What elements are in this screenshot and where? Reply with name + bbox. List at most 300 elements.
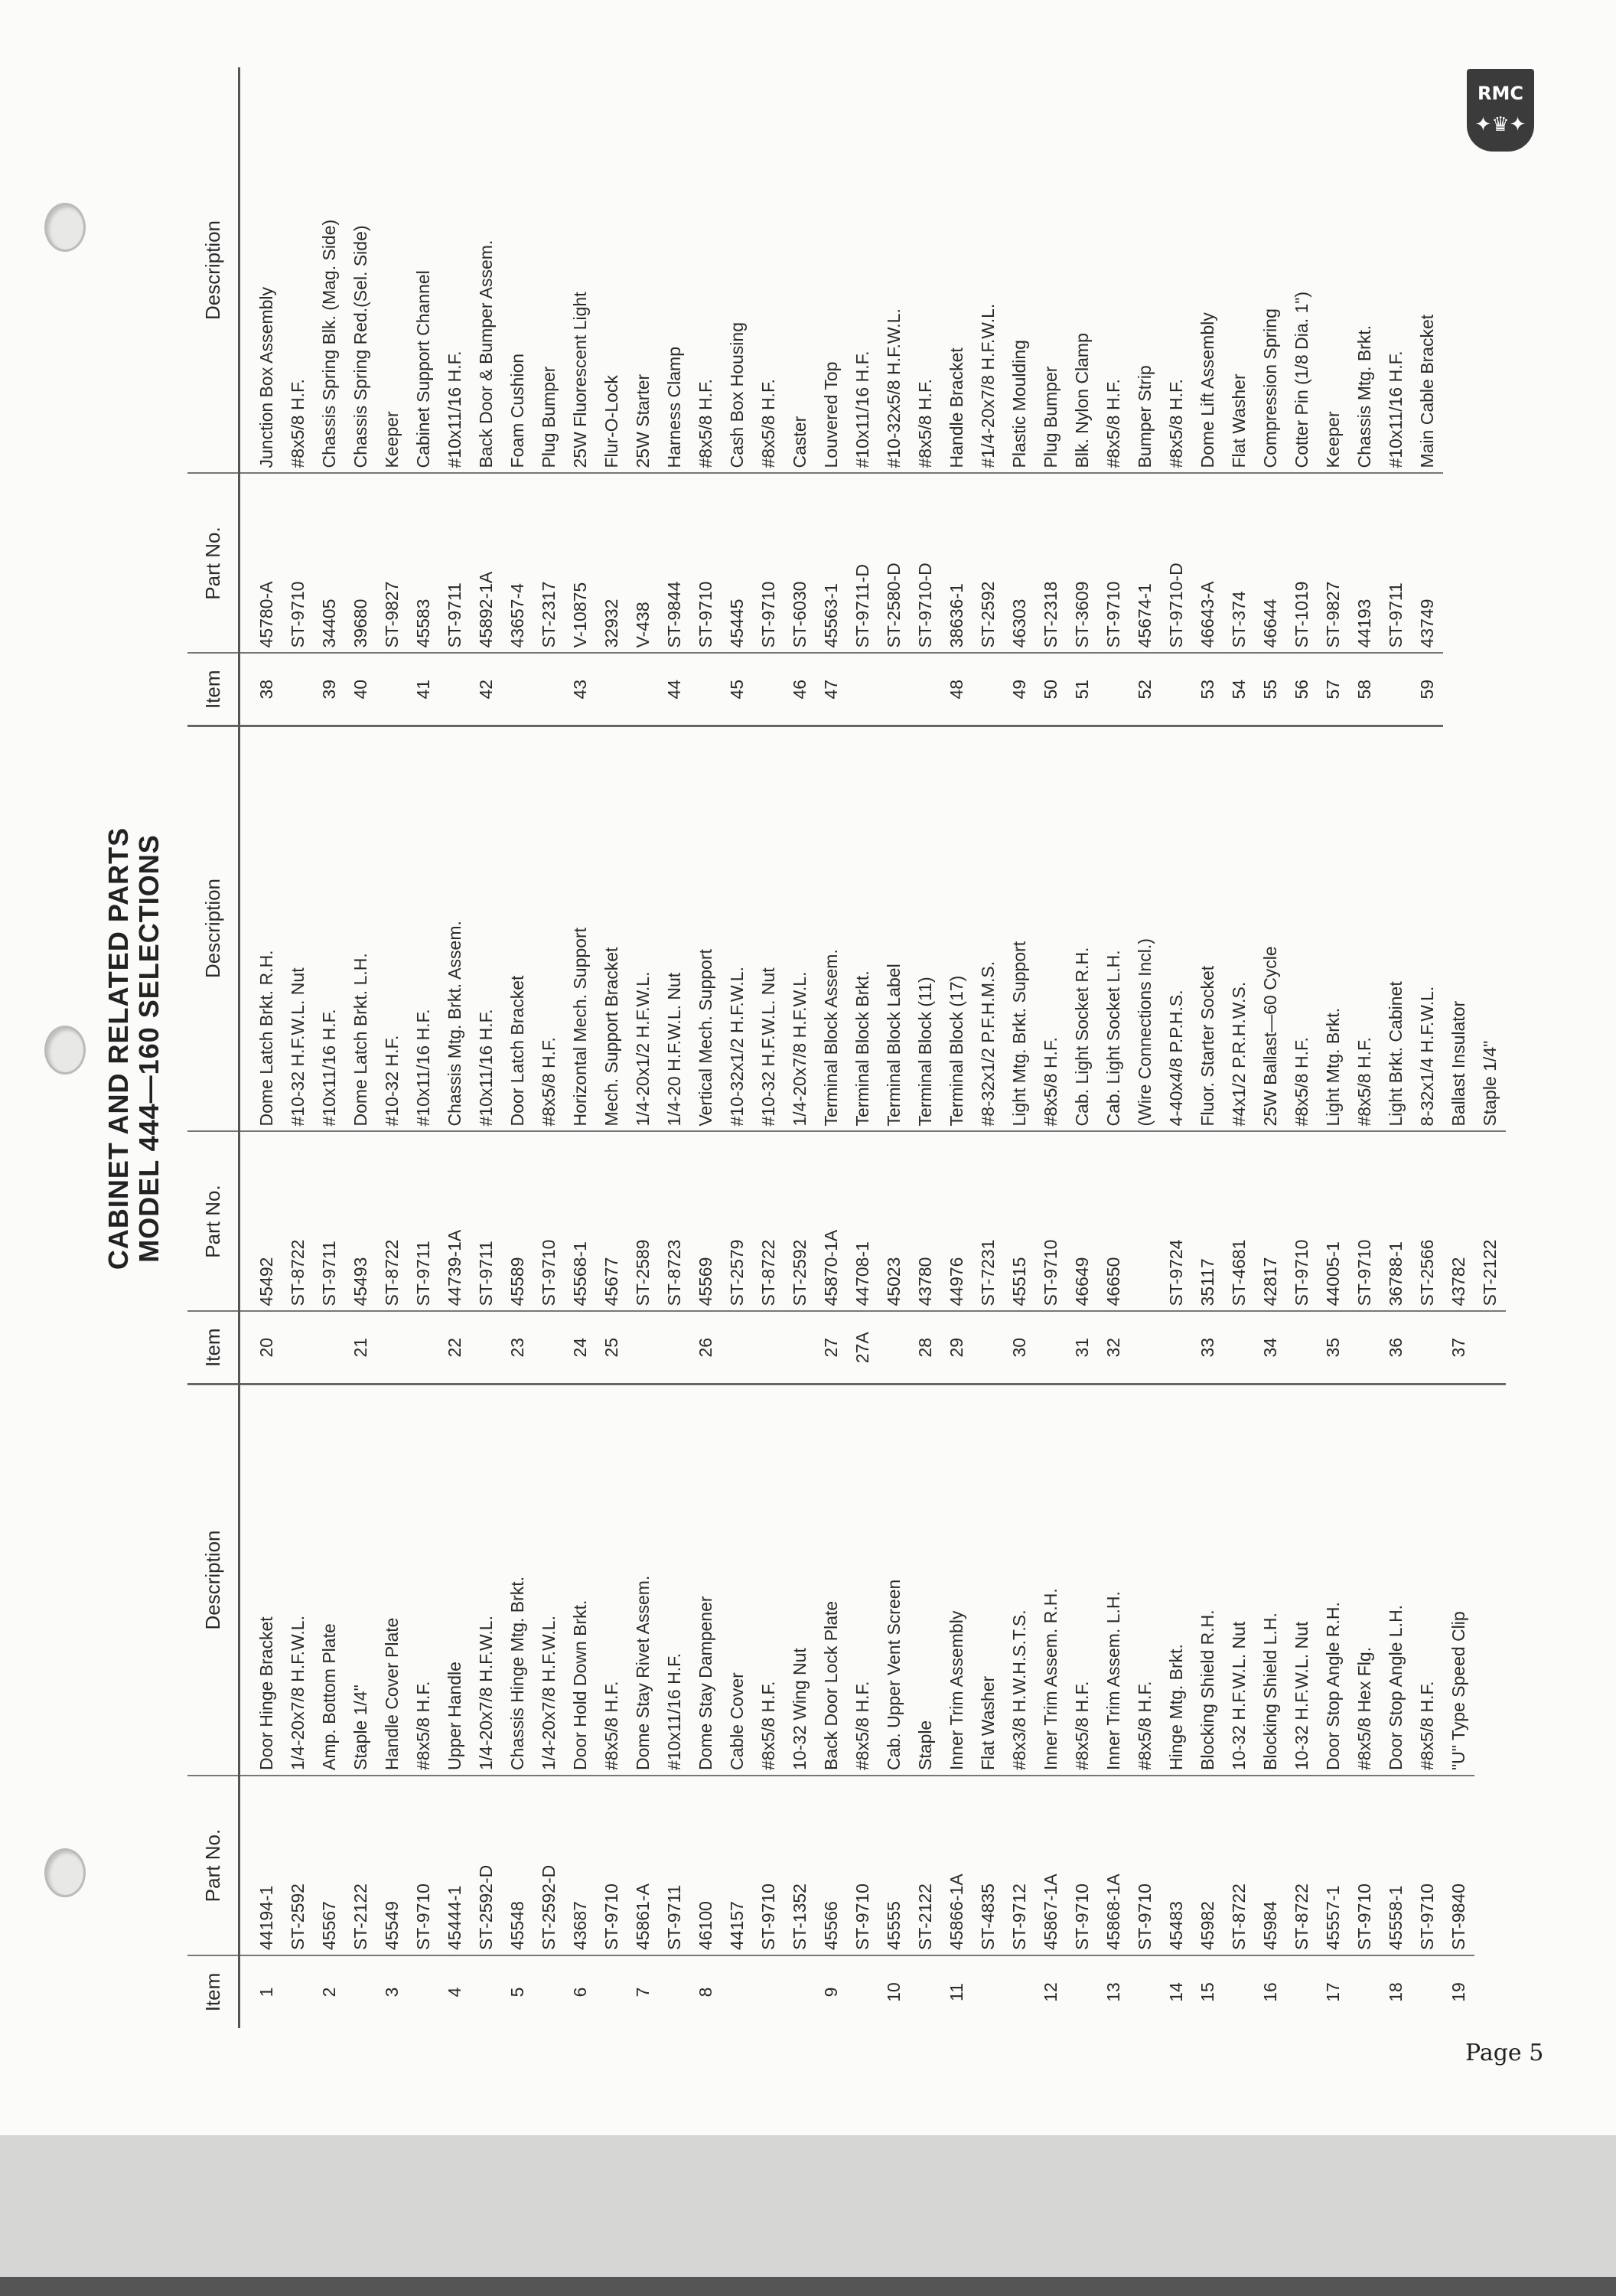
table-row xyxy=(502,68,533,726)
description-cell: #8x5/8 H.F. xyxy=(690,68,722,474)
item-cell: 50 xyxy=(1041,679,1060,700)
table-row xyxy=(1035,1385,1067,2028)
part-number-cell: 46649 xyxy=(1067,1132,1098,1312)
part-number-cell: ST-9710 xyxy=(1035,1132,1067,1312)
item-cell: 2 xyxy=(319,1987,339,1998)
item-cell: 55 xyxy=(1260,679,1280,700)
description-cell: #8x5/8 H.F. xyxy=(596,1385,627,1776)
item-cell xyxy=(1098,654,1129,726)
table-row xyxy=(1255,68,1286,726)
part-number-cell: 45982 xyxy=(1192,1776,1223,1955)
table-row xyxy=(910,726,941,1384)
table-row xyxy=(251,726,282,1384)
description-cell: Plug Bumper xyxy=(533,68,565,474)
part-number-cell: ST-2122 xyxy=(1474,1132,1506,1312)
rotated-parts-table xyxy=(103,69,1542,2028)
table-row xyxy=(408,68,439,726)
part-number-cell: ST-2122 xyxy=(345,1776,376,1955)
parts-table-2 xyxy=(187,726,1506,1386)
item-cell: 11 xyxy=(946,1983,966,2001)
description-column-header: Description xyxy=(187,1385,239,1776)
description-cell: Horizontal Mech. Support xyxy=(565,726,596,1132)
description-cell: #10-32 H.F.W.L. Nut xyxy=(282,726,314,1132)
table-row xyxy=(941,726,973,1384)
part-number-cell: 43749 xyxy=(1412,474,1443,654)
item-cell: 39 xyxy=(319,679,339,700)
description-cell: 1/4-20x7/8 H.F.W.L. xyxy=(282,1385,314,1776)
part-number-cell: V-10875 xyxy=(565,474,596,654)
table-row xyxy=(722,68,753,726)
scan-bottom-margin xyxy=(0,2135,1616,2296)
description-cell: 4-40x4/8 P.P.H.S. xyxy=(1161,726,1192,1132)
description-cell: #8x5/8 Hex Flg. xyxy=(1349,1385,1380,1776)
part-number-cell: 45563-1 xyxy=(816,474,847,654)
description-cell: Keeper xyxy=(1318,68,1349,474)
description-cell: 1/4-20 H.F.W.L. Nut xyxy=(659,726,690,1132)
item-cell xyxy=(533,654,565,726)
part-number-cell: ST-9710 xyxy=(753,474,784,654)
scan-bottom-edge xyxy=(0,2277,1616,2296)
item-cell: 36 xyxy=(1386,1337,1406,1358)
item-cell xyxy=(596,1955,627,2028)
item-cell xyxy=(596,654,627,726)
description-cell: 8-32x1/4 H.F.W.L. xyxy=(1412,726,1443,1132)
part-number-cell: 45493 xyxy=(345,1132,376,1312)
description-cell: Inner Trim Assem. L.H. xyxy=(1098,1385,1129,1776)
description-cell: #8x5/8 H.F. xyxy=(1098,68,1129,474)
part-number-cell: 43657-4 xyxy=(502,474,533,654)
part-number-cell: 45868-1A xyxy=(1098,1776,1129,1955)
part-number-cell: 44193 xyxy=(1349,474,1380,654)
description-cell: Flur-O-Lock xyxy=(596,68,627,474)
item-cell xyxy=(471,1312,502,1384)
part-number-cell: ST-8722 xyxy=(1286,1776,1318,1955)
table-row xyxy=(596,726,627,1384)
part-number-cell: 39680 xyxy=(345,474,376,654)
part-number-cell: 35117 xyxy=(1192,1132,1223,1312)
table-row xyxy=(314,1385,345,2028)
table-row xyxy=(1035,726,1067,1384)
part-number-cell: ST-9827 xyxy=(376,474,408,654)
part-number-cell: ST-9710 xyxy=(1349,1132,1380,1312)
description-cell: Terminal Block (17) xyxy=(941,726,973,1132)
part-number-cell: ST-9710 xyxy=(1098,474,1129,654)
item-cell: 40 xyxy=(350,679,370,700)
item-cell: 47 xyxy=(821,679,841,700)
item-cell xyxy=(282,1955,314,2028)
part-number-cell: ST-9724 xyxy=(1161,1132,1192,1312)
part-number-cell: ST-9840 xyxy=(1443,1776,1474,1955)
description-cell: Amp. Bottom Plate xyxy=(314,1385,345,1776)
table-row xyxy=(659,1385,690,2028)
part-number-cell: ST-2580-D xyxy=(878,474,910,654)
table-row xyxy=(408,1385,439,2028)
item-cell xyxy=(1412,1312,1443,1384)
part-number-cell: ST-9710 xyxy=(1286,1132,1318,1312)
description-cell: 1/4-20x7/8 H.F.W.L. xyxy=(533,1385,565,1776)
description-cell: Cash Box Housing xyxy=(722,68,753,474)
part-number-cell: 45445 xyxy=(722,474,753,654)
description-cell: Caster xyxy=(784,68,816,474)
item-cell xyxy=(1223,1312,1255,1384)
part-no-column-header: Part No. xyxy=(187,1132,239,1312)
description-cell: #1/4-20x7/8 H.F.W.L. xyxy=(973,68,1004,474)
description-cell: #10-32x5/8 H.F.W.L. xyxy=(878,68,910,474)
item-cell xyxy=(659,1312,690,1384)
description-cell: Harness Clamp xyxy=(659,68,690,474)
table-row xyxy=(973,1385,1004,2028)
description-cell: #10x11/16 H.F. xyxy=(471,726,502,1132)
item-cell xyxy=(973,1312,1004,1384)
item-cell: 44 xyxy=(664,679,684,700)
item-cell: 56 xyxy=(1292,679,1311,700)
item-cell: 5 xyxy=(507,1987,527,1998)
description-cell: Handle Bracket xyxy=(941,68,973,474)
item-cell: 7 xyxy=(633,1987,653,1998)
item-cell xyxy=(1129,1955,1161,2028)
description-cell: Staple xyxy=(910,1385,941,1776)
part-no-column-header: Part No. xyxy=(187,1776,239,1955)
item-cell xyxy=(471,1955,502,2028)
part-number-cell: 45549 xyxy=(376,1776,408,1955)
table-row xyxy=(1286,68,1318,726)
part-number-cell: ST-1352 xyxy=(784,1776,816,1955)
part-number-cell: ST-9710 xyxy=(533,1132,565,1312)
description-cell: #8x5/8 H.F. xyxy=(408,1385,439,1776)
table-row xyxy=(627,1385,659,2028)
description-cell: Dome Lift Assembly xyxy=(1192,68,1223,474)
description-cell: 10-32 H.F.W.L. Nut xyxy=(1286,1385,1318,1776)
part-number-cell: ST-9710 xyxy=(1412,1776,1443,1955)
description-cell: #8x5/8 H.F. xyxy=(753,68,784,474)
table-row xyxy=(282,1385,314,2028)
part-number-cell: 45555 xyxy=(878,1776,910,1955)
page-title xyxy=(103,69,165,2028)
description-cell: Cab. Light Socket R.H. xyxy=(1067,726,1098,1132)
part-number-cell: V-438 xyxy=(627,474,659,654)
part-number-cell: ST-9711 xyxy=(1380,474,1412,654)
part-number-cell: 45444-1 xyxy=(439,1776,471,1955)
description-cell: Louvered Top xyxy=(816,68,847,474)
table-row xyxy=(345,726,376,1384)
table-spacer-row xyxy=(239,726,252,1384)
part-number-cell: ST-9710 xyxy=(408,1776,439,1955)
item-cell xyxy=(627,654,659,726)
part-number-cell xyxy=(1129,1132,1161,1312)
part-number-cell: 44194-1 xyxy=(251,1776,282,1955)
description-cell: Chassis Spring Red.(Sel. Side) xyxy=(345,68,376,474)
page-number: Page 5 xyxy=(1465,2040,1544,2066)
part-number-cell: 44708-1 xyxy=(847,1132,878,1312)
part-number-cell: ST-2317 xyxy=(533,474,565,654)
table-row xyxy=(596,68,627,726)
table-row xyxy=(439,68,471,726)
item-cell: 12 xyxy=(1041,1982,1060,2002)
item-cell: 8 xyxy=(696,1987,715,1998)
binder-hole-top xyxy=(44,203,86,252)
description-cell: Blk. Nylon Clamp xyxy=(1067,68,1098,474)
item-cell xyxy=(1412,1955,1443,2028)
table-row xyxy=(282,726,314,1384)
item-cell: 35 xyxy=(1323,1337,1343,1358)
item-cell xyxy=(1067,1955,1098,2028)
item-cell xyxy=(408,1955,439,2028)
table-row xyxy=(376,68,408,726)
table-row xyxy=(471,68,502,726)
part-number-cell: 43780 xyxy=(910,1132,941,1312)
part-number-cell: ST-9710 xyxy=(847,1776,878,1955)
item-cell: 23 xyxy=(507,1337,527,1358)
table-row xyxy=(533,68,565,726)
parts-table-1 xyxy=(187,1385,1474,2028)
description-cell: #8x5/8 H.F. xyxy=(1129,1385,1161,1776)
table-row xyxy=(627,68,659,726)
description-cell: Inner Trim Assem. R.H. xyxy=(1035,1385,1067,1776)
part-number-cell: ST-8722 xyxy=(753,1132,784,1312)
item-cell: 27 xyxy=(821,1337,841,1358)
part-number-cell: ST-2579 xyxy=(722,1132,753,1312)
part-number-cell: ST-4835 xyxy=(973,1776,1004,1955)
item-cell: 22 xyxy=(445,1337,464,1358)
table-row xyxy=(847,68,878,726)
part-number-cell: 45023 xyxy=(878,1132,910,1312)
item-cell: 57 xyxy=(1323,679,1343,700)
part-number-cell: ST-9710-D xyxy=(910,474,941,654)
table-row xyxy=(1443,726,1474,1384)
description-cell: Terminal Block (11) xyxy=(910,726,941,1132)
table-row xyxy=(941,68,973,726)
table-row xyxy=(847,1385,878,2028)
item-cell xyxy=(1286,1312,1318,1384)
table-row xyxy=(1286,726,1318,1384)
description-cell: #8x5/8 H.F. xyxy=(282,68,314,474)
description-cell: Cabinet Support Channel xyxy=(408,68,439,474)
description-cell: #8-32x1/2 P.F.H.M.S. xyxy=(973,726,1004,1132)
part-number-cell: 43782 xyxy=(1443,1132,1474,1312)
part-number-cell: 44976 xyxy=(941,1132,973,1312)
part-number-cell: 45870-1A xyxy=(816,1132,847,1312)
description-cell: Staple 1/4" xyxy=(345,1385,376,1776)
description-cell: Plastic Moulding xyxy=(1004,68,1035,474)
table-row xyxy=(690,726,722,1384)
table-row xyxy=(1412,68,1443,726)
description-cell: Junction Box Assembly xyxy=(251,68,282,474)
description-cell: #8x5/8 H.F. xyxy=(847,1385,878,1776)
table-row xyxy=(1255,726,1286,1384)
table-row xyxy=(1412,1385,1443,2028)
description-cell: #10-32 H.F.W.L. Nut xyxy=(753,726,784,1132)
table-row xyxy=(1004,726,1035,1384)
table-row xyxy=(784,726,816,1384)
part-number-cell: ST-8722 xyxy=(1223,1776,1255,1955)
part-number-cell: 45583 xyxy=(408,474,439,654)
table-row xyxy=(878,726,910,1384)
part-number-cell: 46650 xyxy=(1098,1132,1129,1312)
table-header-row xyxy=(187,726,239,1384)
item-cell: 53 xyxy=(1197,679,1217,700)
item-cell: 3 xyxy=(382,1987,402,1998)
description-cell: Hinge Mtg. Brkt. xyxy=(1161,1385,1192,1776)
item-cell xyxy=(753,1312,784,1384)
description-cell: #8x5/8 H.F. xyxy=(1349,726,1380,1132)
item-cell xyxy=(784,1955,816,2028)
item-cell xyxy=(753,654,784,726)
description-cell: Chassis Spring Blk. (Mag. Side) xyxy=(314,68,345,474)
table-row xyxy=(1223,68,1255,726)
table-row xyxy=(878,68,910,726)
part-number-cell: ST-2592 xyxy=(282,1776,314,1955)
table-row xyxy=(1443,1385,1474,2028)
item-cell: 4 xyxy=(445,1987,464,1998)
table-row xyxy=(1067,726,1098,1384)
part-number-cell: ST-2592-D xyxy=(533,1776,565,1955)
description-cell: Blocking Shield L.H. xyxy=(1255,1385,1286,1776)
item-cell: 19 xyxy=(1448,1982,1468,2002)
part-number-cell: 46100 xyxy=(690,1776,722,1955)
part-number-cell: 44005-1 xyxy=(1318,1132,1349,1312)
item-cell xyxy=(1161,654,1192,726)
table-row xyxy=(1255,1385,1286,2028)
table-row xyxy=(847,726,878,1384)
description-column-header: Description xyxy=(187,726,239,1132)
part-number-cell: ST-9710-D xyxy=(1161,474,1192,654)
description-cell: Compression Spring xyxy=(1255,68,1286,474)
part-number-cell: 45566 xyxy=(816,1776,847,1955)
part-number-cell: ST-9711 xyxy=(659,1776,690,1955)
item-cell xyxy=(878,654,910,726)
part-number-cell: ST-2592 xyxy=(784,1132,816,1312)
table-row xyxy=(376,726,408,1384)
table-row xyxy=(376,1385,408,2028)
part-number-cell: ST-2589 xyxy=(627,1132,659,1312)
description-cell: 10-32 Wing Nut xyxy=(784,1385,816,1776)
item-cell: 48 xyxy=(946,679,966,700)
part-number-cell: 45867-1A xyxy=(1035,1776,1067,1955)
table-row xyxy=(816,68,847,726)
description-cell: 1/4-20x7/8 H.F.W.L. xyxy=(471,1385,502,1776)
item-cell: 18 xyxy=(1386,1982,1406,2002)
table-row xyxy=(1286,1385,1318,2028)
part-number-cell: 45492 xyxy=(251,1132,282,1312)
table-row xyxy=(973,68,1004,726)
description-cell: Back Door & Bumper Assem. xyxy=(471,68,502,474)
item-cell: 38 xyxy=(256,679,276,700)
item-cell: 26 xyxy=(696,1337,715,1358)
table-row xyxy=(973,726,1004,1384)
item-cell: 43 xyxy=(570,679,590,700)
description-cell: Door Latch Bracket xyxy=(502,726,533,1132)
part-number-cell: ST-6030 xyxy=(784,474,816,654)
item-cell: 20 xyxy=(256,1337,276,1358)
part-no-column-header: Part No. xyxy=(187,474,239,654)
part-number-cell: 44157 xyxy=(722,1776,753,1955)
part-number-cell: ST-2318 xyxy=(1035,474,1067,654)
table-row xyxy=(1129,726,1161,1384)
table-row xyxy=(408,726,439,1384)
item-cell: 52 xyxy=(1135,679,1155,700)
binder-hole-bottom xyxy=(44,1848,86,1897)
table-row xyxy=(1161,726,1192,1384)
description-cell: #4x1/2 P.R.H.W.S. xyxy=(1223,726,1255,1132)
table-spacer-row xyxy=(239,1385,252,2028)
item-cell xyxy=(1349,1312,1380,1384)
table-row xyxy=(1004,68,1035,726)
description-cell: #10-32x1/2 H.F.W.L. xyxy=(722,726,753,1132)
table-row xyxy=(533,726,565,1384)
part-number-cell: 45557-1 xyxy=(1318,1776,1349,1955)
description-cell: "U" Type Speed Clip xyxy=(1443,1385,1474,1776)
part-number-cell: ST-7231 xyxy=(973,1132,1004,1312)
description-cell: Dome Stay Rivet Assem. xyxy=(627,1385,659,1776)
table-row xyxy=(1349,1385,1380,2028)
description-cell: #10x11/16 H.F. xyxy=(1380,68,1412,474)
item-cell: 33 xyxy=(1197,1337,1217,1358)
part-number-cell: ST-2122 xyxy=(910,1776,941,1955)
table-row xyxy=(314,68,345,726)
part-number-cell: ST-3609 xyxy=(1067,474,1098,654)
description-cell: #10x11/16 H.F. xyxy=(847,68,878,474)
item-cell xyxy=(659,1955,690,2028)
description-cell: #8x5/8 H.F. xyxy=(1286,726,1318,1132)
part-number-cell: 45861-A xyxy=(627,1776,659,1955)
part-number-cell: ST-9711 xyxy=(439,474,471,654)
item-cell: 45 xyxy=(727,679,747,700)
item-cell xyxy=(910,1955,941,2028)
table-row xyxy=(753,726,784,1384)
item-column-header: Item xyxy=(187,1955,239,2028)
item-cell xyxy=(910,654,941,726)
description-cell: Keeper xyxy=(376,68,408,474)
description-cell: Foam Cushion xyxy=(502,68,533,474)
table-row xyxy=(1349,726,1380,1384)
part-number-cell: ST-9710 xyxy=(753,1776,784,1955)
table-row xyxy=(502,1385,533,2028)
part-number-cell: 45483 xyxy=(1161,1776,1192,1955)
description-cell: #8x5/8 H.F. xyxy=(1067,1385,1098,1776)
part-number-cell: ST-9711 xyxy=(471,1132,502,1312)
item-cell: 13 xyxy=(1103,1982,1123,2002)
description-cell: Chassis Mtg. Brkt. Assem. xyxy=(439,726,471,1132)
description-cell: #8x5/8 H.F. xyxy=(1035,726,1067,1132)
item-cell xyxy=(533,1955,565,2028)
item-cell: 14 xyxy=(1166,1982,1186,2002)
description-cell: Cab. Light Socket L.H. xyxy=(1098,726,1129,1132)
part-number-cell: 45677 xyxy=(596,1132,627,1312)
part-number-cell: 45984 xyxy=(1255,1776,1286,1955)
item-cell: 6 xyxy=(570,1987,590,1998)
item-cell xyxy=(1129,1312,1161,1384)
part-number-cell: 45892-1A xyxy=(471,474,502,654)
item-cell: 41 xyxy=(413,679,433,700)
part-number-cell: ST-9710 xyxy=(282,474,314,654)
table-row xyxy=(690,1385,722,2028)
item-cell xyxy=(1286,1955,1318,2028)
description-cell: Door Hinge Bracket xyxy=(251,1385,282,1776)
description-cell: #8x5/8 H.F. xyxy=(753,1385,784,1776)
description-cell: Light Mtg. Brkt. Support xyxy=(1004,726,1035,1132)
description-cell: Door Stop Angle L.H. xyxy=(1380,1385,1412,1776)
item-cell: 46 xyxy=(790,679,810,700)
item-cell: 10 xyxy=(884,1982,904,2002)
description-cell: (Wire Connections Incl.) xyxy=(1129,726,1161,1132)
table-row xyxy=(1098,68,1129,726)
description-cell: Dome Stay Dampener xyxy=(690,1385,722,1776)
item-cell xyxy=(282,1312,314,1384)
table-row xyxy=(1380,68,1412,726)
table-row xyxy=(471,1385,502,2028)
part-number-cell: 45515 xyxy=(1004,1132,1035,1312)
table-row xyxy=(1129,68,1161,726)
